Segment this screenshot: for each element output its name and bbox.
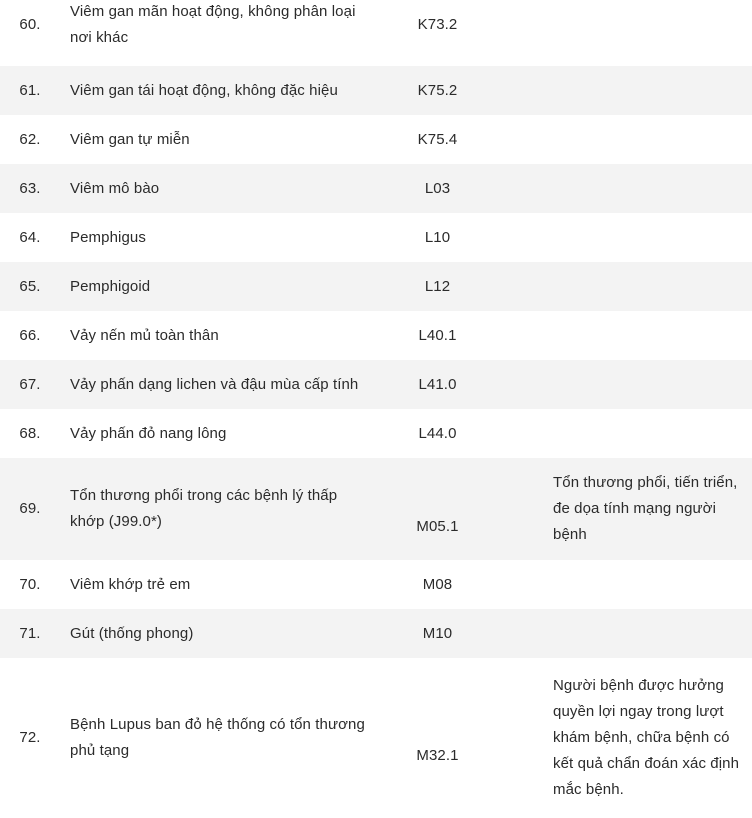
disease-name: Vảy phấn dạng lichen và đậu mùa cấp tính (70, 375, 359, 393)
row-number: 60. (19, 15, 41, 33)
icd-code: M05.1 (416, 518, 459, 535)
note (495, 409, 752, 458)
row-number: 69. (19, 500, 41, 517)
icd-code-cell (380, 458, 495, 560)
icd-code: M32.1 (416, 747, 459, 764)
row-number: 71. (19, 624, 41, 642)
note (495, 311, 752, 360)
note (495, 0, 752, 66)
icd-code: L40.1 (418, 326, 457, 344)
note (495, 213, 752, 262)
icd-code: L12 (424, 277, 451, 295)
disease-name: Vảy nến mủ toàn thân (70, 326, 219, 344)
icd-code-cell (380, 658, 495, 818)
row-number: 62. (19, 130, 41, 148)
table-row (0, 458, 752, 560)
icd-code: L44.0 (418, 424, 457, 442)
table-row (0, 115, 752, 164)
row-number: 61. (19, 81, 41, 99)
note (495, 560, 752, 609)
note (495, 360, 752, 409)
row-number: 65. (19, 277, 41, 295)
table-row (0, 609, 752, 658)
note: Tổn thương phổi, tiến triển, đe dọa tính mạng người bệnh (553, 474, 738, 543)
table-row (0, 0, 752, 66)
note (495, 262, 752, 311)
disease-name: Bệnh Lupus ban đỏ hệ thống có tổn thương phủ tạng (70, 716, 365, 759)
row-number: 72. (19, 729, 41, 746)
icd-code: K75.2 (417, 81, 458, 99)
table-row (0, 66, 752, 115)
note: Người bệnh được hưởng quyền lợi ngay trong lượt khám bệnh, chữa bệnh có kết quả chẩn đoán xác định mắc bệnh. (553, 677, 740, 798)
icd-code: L10 (424, 228, 451, 246)
disease-name: Gút (thống phong) (70, 624, 194, 642)
table-row (0, 360, 752, 409)
table-row (0, 560, 752, 609)
icd-code: K73.2 (417, 15, 458, 33)
disease-name: Viêm mô bào (70, 179, 160, 197)
disease-name: Tổn thương phổi trong các bệnh lý thấp khớp (J99.0*) (70, 487, 338, 530)
icd-code: L41.0 (418, 375, 457, 393)
disease-name: Vảy phấn đỏ nang lông (70, 424, 227, 442)
note (495, 115, 752, 164)
row-number: 67. (19, 375, 41, 393)
table-row (0, 213, 752, 262)
note (495, 609, 752, 658)
note (495, 66, 752, 115)
disease-name: Viêm gan tự miễn (70, 130, 190, 148)
icd-code: M08 (422, 575, 453, 593)
table-row (0, 311, 752, 360)
row-number: 63. (19, 179, 41, 197)
icd-code: M10 (422, 624, 453, 642)
row-number: 68. (19, 424, 41, 442)
row-number: 66. (19, 326, 41, 344)
note (495, 164, 752, 213)
table-row (0, 658, 752, 818)
disease-name: Pemphigoid (70, 277, 151, 295)
row-number: 64. (19, 228, 41, 246)
disease-name: Viêm gan tái hoạt động, không đặc hiệu (70, 81, 338, 99)
table-row (0, 164, 752, 213)
disease-name: Pemphigus (70, 228, 146, 246)
table-row (0, 262, 752, 311)
row-number: 70. (19, 575, 41, 593)
table-row (0, 409, 752, 458)
icd-code: K75.4 (417, 130, 458, 148)
disease-name: Viêm gan mãn hoạt động, không phân loại nơi khác (70, 2, 356, 46)
icd-code: L03 (424, 179, 451, 197)
disease-name: Viêm khớp trẻ em (70, 575, 191, 593)
